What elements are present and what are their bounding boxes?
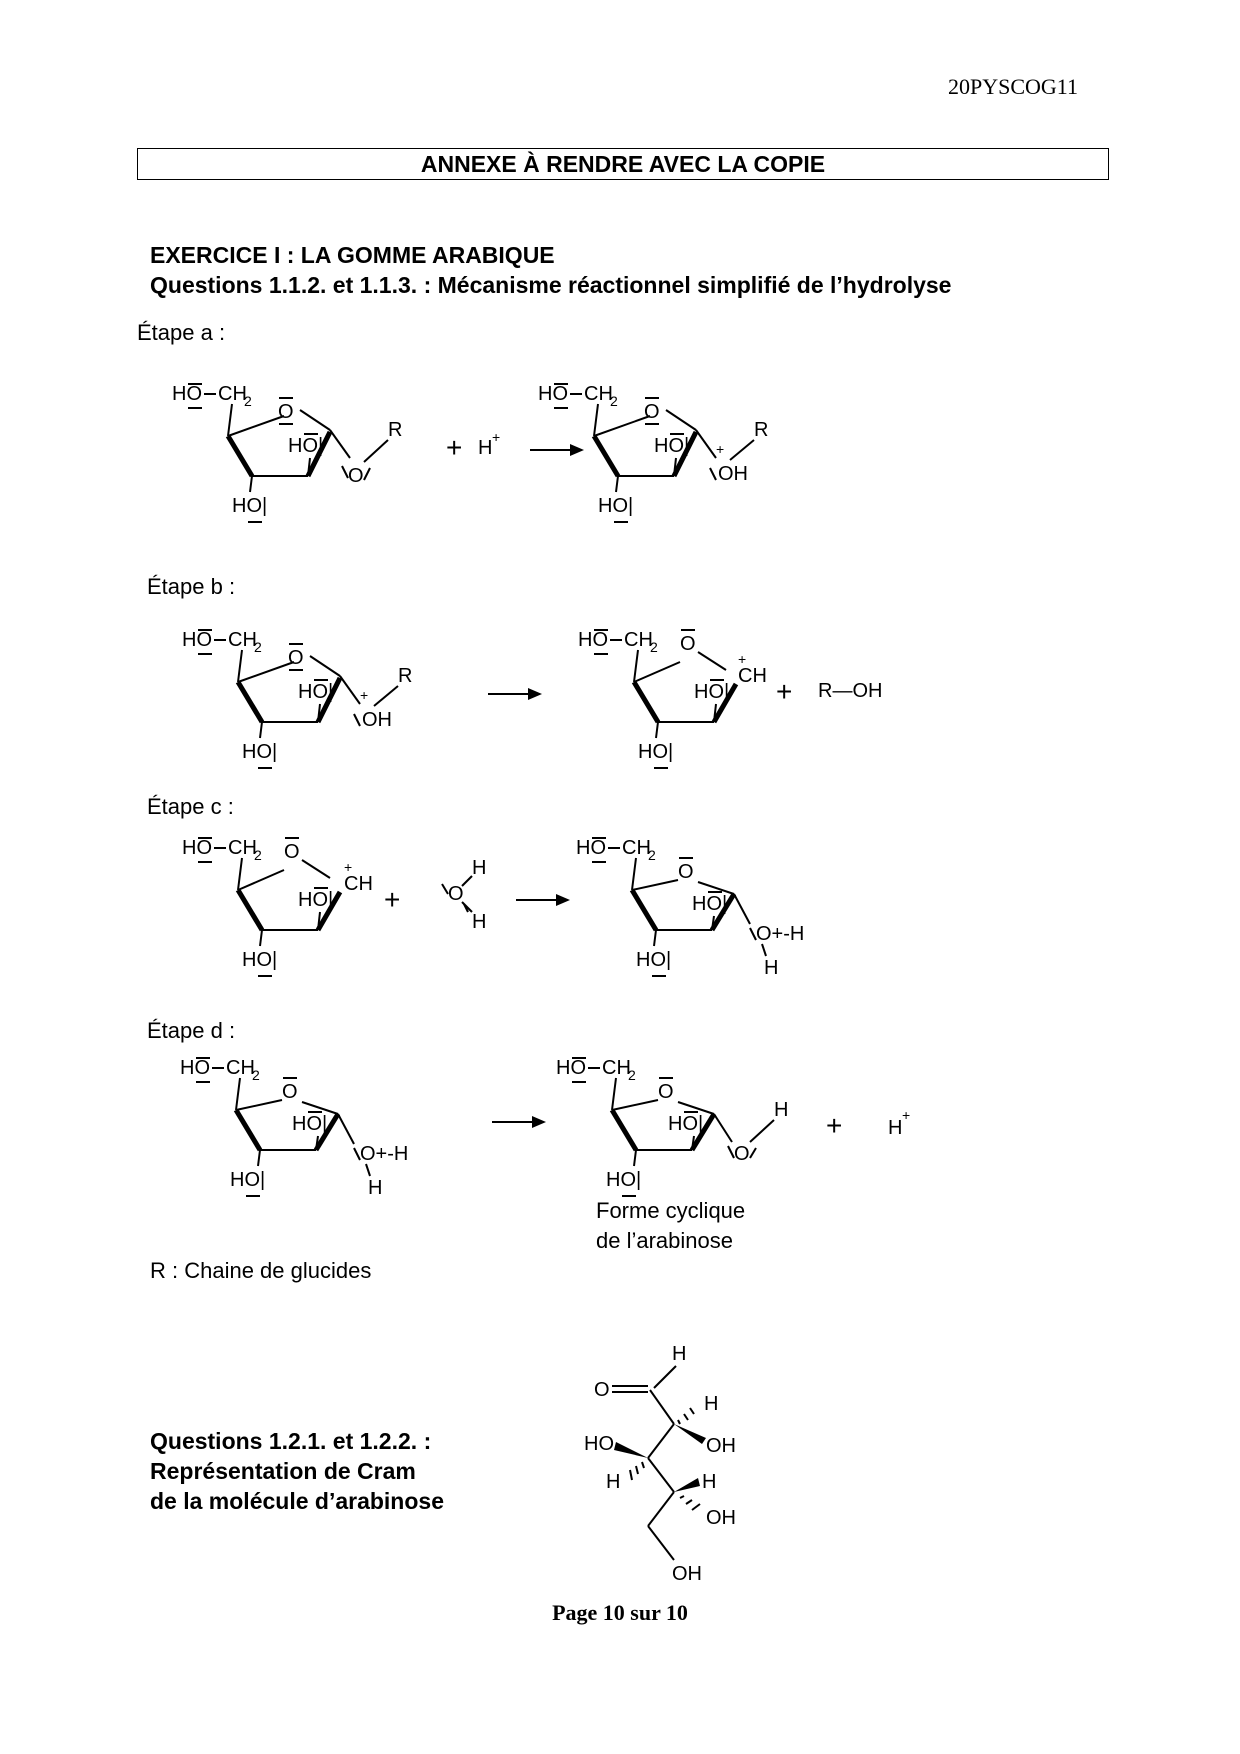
oh-label: OH [672,1563,702,1585]
r-group: R [754,419,769,441]
glycosidic-oxygen: O [348,465,364,487]
exercise-subtitle: Questions 1.1.2. et 1.1.3. : Mécanisme réactionnel simplifié de l’hydrolyse [150,272,952,298]
cram-question-line1: Questions 1.2.1. et 1.2.2. : [150,1428,432,1454]
ho-label: HO [292,1113,322,1135]
ho-label: HO [556,1057,586,1079]
oxonium-label: O+-H [756,923,805,945]
annex-banner: ANNEXE À RENDRE AVEC LA COPIE [137,148,1109,180]
cation-ch-label: CH [344,873,373,895]
h-label: H [472,911,487,933]
svg-text:|: | [262,495,268,517]
svg-text:|: | [260,1169,266,1191]
furanose-ring [172,383,402,522]
plus-superscript: + [492,429,501,445]
ring-oxygen: O [658,1081,674,1103]
oxonium-label: O+-H [360,1143,409,1165]
ho-label: HO [230,1169,260,1191]
ch2-label: CH [584,383,613,405]
reaction-arrow [486,684,546,704]
page-number: Page 10 sur 10 [552,1600,688,1625]
solid-wedge [674,1424,706,1444]
step-d-product-molecule [554,1054,804,1204]
hashed-wedge [678,1408,694,1424]
cram-question-line3: de la molécule d’arabinose [150,1488,444,1514]
svg-text:|: | [272,741,278,763]
water-molecule [436,854,496,934]
ho-label: HO [654,435,684,457]
svg-text:|: | [328,889,334,911]
h-label: H [702,1471,717,1493]
alcohol-roh: R—OH [818,680,883,702]
h-label: H [704,1393,719,1415]
step-b-cation-molecule [576,626,776,776]
r-group: R [398,665,413,687]
exercise-title: EXERCICE I : LA GOMME ARABIQUE [150,242,555,268]
step-d-label: Étape d : [147,1018,236,1043]
ch2-label: CH [624,629,653,651]
cyclic-form-caption-line2: de l’arabinose [596,1228,733,1253]
svg-text:|: | [318,435,324,457]
h-label: H [368,1177,383,1199]
ring-oxygen: O [288,647,304,669]
svg-text:|: | [722,893,728,915]
r-group-note: R : Chaine de glucides [150,1258,372,1283]
plus-sign: + [446,432,463,463]
ring-oxygen: O [644,401,660,423]
ch2-subscript: 2 [650,639,658,655]
h-label: H [472,857,487,879]
arabinose-cram-structure [580,1340,780,1600]
plus-superscript: + [738,651,747,667]
ho-label: HO [288,435,318,457]
svg-text:|: | [666,949,672,971]
ho-label: HO [578,629,608,651]
step-c-label: Étape c : [147,794,234,819]
ring-oxygen: O [278,401,294,423]
plus-superscript: + [716,441,725,457]
ho-label: HO [576,837,606,859]
ring-oxygen: O [680,633,696,655]
svg-text:|: | [328,681,334,703]
svg-text:|: | [698,1113,704,1135]
proton [478,430,518,470]
plus-sign: + [384,884,401,915]
step-a-product-molecule [536,380,786,530]
ch2-subscript: 2 [252,1067,260,1083]
ho-label: HO [636,949,666,971]
solid-wedge [614,1442,648,1458]
ring-oxygen: O [284,841,300,863]
ch2-subscript: 2 [254,847,262,863]
svg-text:|: | [684,435,690,457]
plus-superscript: + [344,859,353,875]
hashed-wedge [680,1496,700,1510]
glycosidic-oxygen: O [734,1143,750,1165]
ch2-label: CH [218,383,247,405]
h-label: H [606,1471,621,1493]
ho-label: HO [182,629,212,651]
cram-question-line2: Représentation de Cram [150,1458,416,1484]
cyclic-form-caption-line1: Forme cyclique [596,1198,746,1223]
step-c-product-molecule [574,834,824,984]
plus-sign: + [776,676,793,707]
ho-label: HO [638,741,668,763]
ch2-label: CH [228,837,257,859]
h-label: H [888,1117,903,1139]
cation-ch-label: CH [738,665,767,687]
ho-label: HO [182,837,212,859]
ho-label: HO [172,383,202,405]
document-code: 20PYSCOG11 [948,74,1078,99]
reaction-arrow [514,890,574,910]
svg-text:|: | [668,741,674,763]
oh-label: OH [718,463,748,485]
ch2-subscript: 2 [254,639,262,655]
ho-label: HO [242,949,272,971]
water-oxygen: O [448,883,464,905]
carbonyl-oxygen: O [594,1379,610,1401]
svg-text:|: | [628,495,634,517]
ho-label: HO [694,681,724,703]
step-a-label: Étape a : [137,320,226,345]
svg-text:|: | [724,681,730,703]
svg-text:|: | [636,1169,642,1191]
ring-oxygen: O [678,861,694,883]
oh-label: OH [706,1435,736,1457]
ch2-label: CH [228,629,257,651]
plus-superscript: + [360,687,369,703]
h-label: H [774,1099,789,1121]
oh-label: OH [362,709,392,731]
ho-label: HO [598,495,628,517]
step-a-reactant-molecule [170,380,420,530]
step-b-reactant-molecule [180,626,430,776]
plus-superscript: + [902,1107,911,1123]
ho-label: HO [242,741,272,763]
plus-sign: + [826,1110,843,1141]
step-b-label: Étape b : [147,574,236,599]
h-label: H [764,957,779,979]
ho-label: HO [298,889,328,911]
svg-text:|: | [272,949,278,971]
ho-label: HO [232,495,262,517]
ring-oxygen: O [282,1081,298,1103]
ho-label: HO [538,383,568,405]
ho-label: HO [298,681,328,703]
ch2-label: CH [226,1057,255,1079]
ho-label: HO [668,1113,698,1135]
ch2-label: CH [602,1057,631,1079]
step-c-cation-molecule [180,834,380,984]
oh-label: OH [706,1507,736,1529]
solid-wedge [674,1478,700,1492]
ch2-label: CH [622,837,651,859]
hashed-wedge [630,1462,644,1480]
ho-label: HO [692,893,722,915]
ch2-subscript: 2 [628,1067,636,1083]
ho-label: HO [606,1169,636,1191]
h-label: H [478,437,493,459]
step-d-reactant-molecule [178,1054,428,1204]
ho-label: HO [180,1057,210,1079]
r-group: R [388,419,403,441]
ch2-subscript: 2 [244,393,252,409]
h-label: H [672,1343,687,1365]
ch2-subscript: 2 [648,847,656,863]
reaction-arrow [490,1112,550,1132]
ho-label: HO [584,1433,614,1455]
svg-text:|: | [322,1113,328,1135]
proton [888,1106,928,1146]
ch2-subscript: 2 [610,393,618,409]
